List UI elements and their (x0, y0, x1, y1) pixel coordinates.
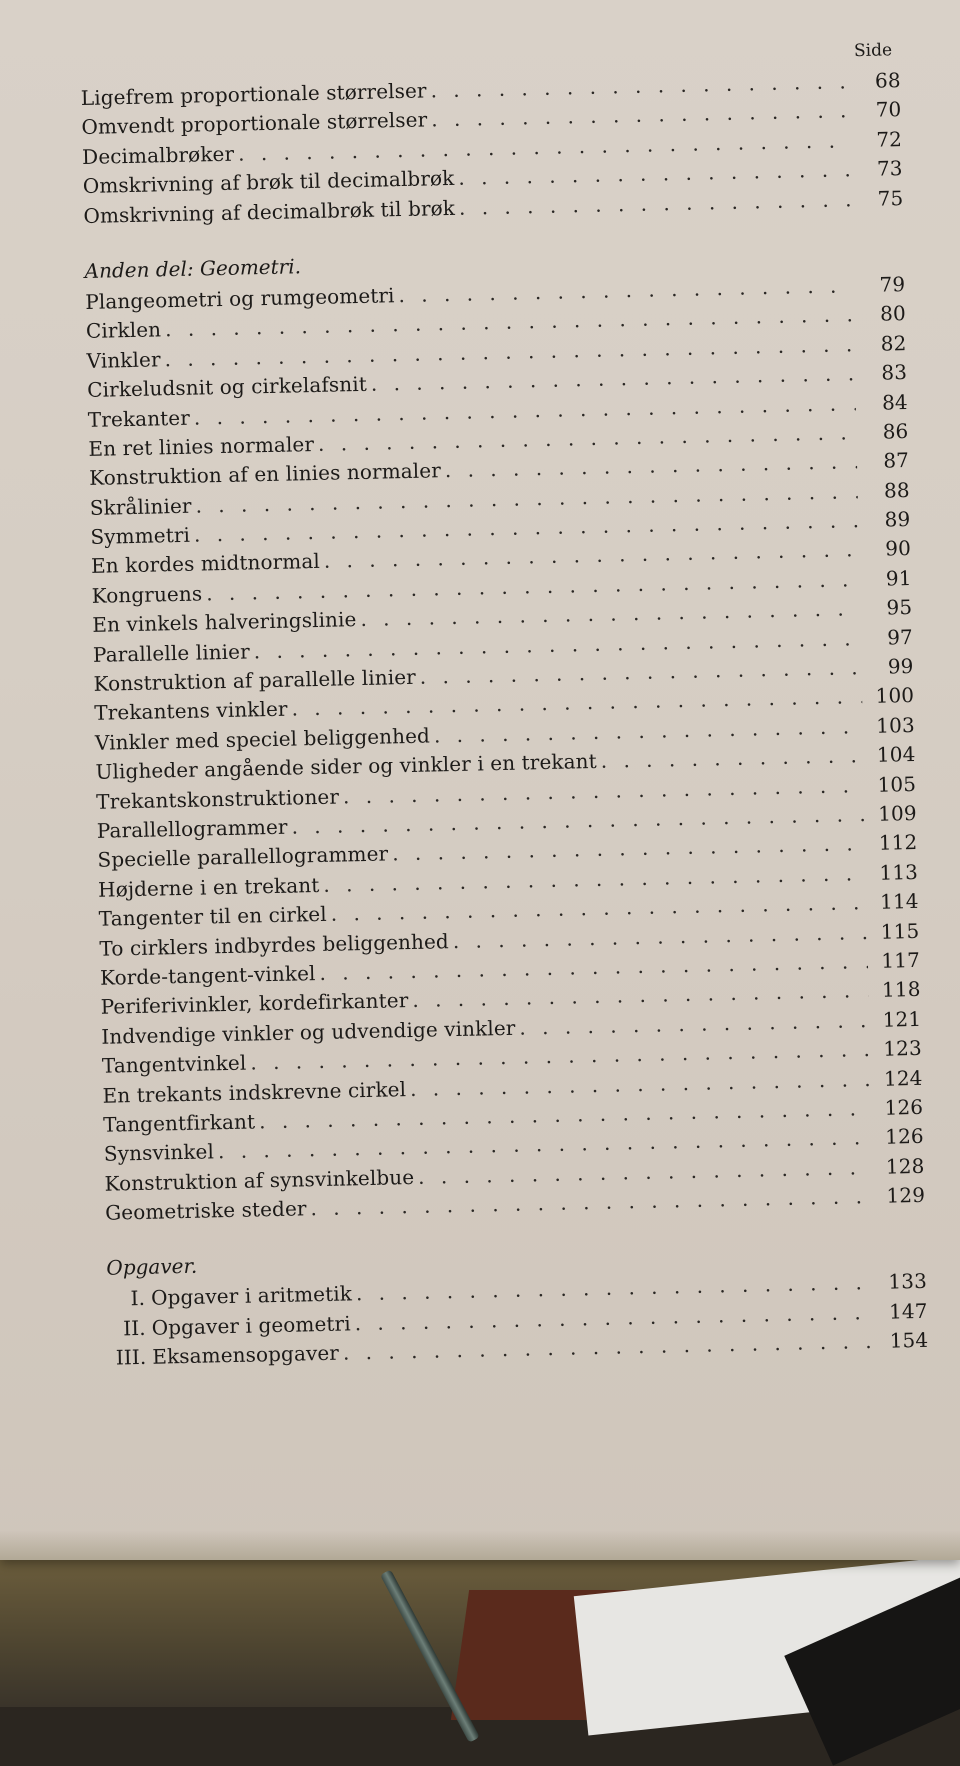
entry-title: Opgaver i aritmetik (150, 1281, 353, 1311)
entry-page-number: 104 (876, 742, 916, 767)
entry-title: Parallellogrammer (96, 814, 288, 843)
entry-page-number: 128 (885, 1153, 925, 1179)
entry-title: Decimalbrøker (81, 141, 235, 169)
entry-page-number: 121 (882, 1006, 922, 1032)
entry-page-number: 97 (886, 624, 914, 650)
entry-number: III. (115, 1345, 147, 1370)
entry-page-number: 126 (884, 1124, 924, 1149)
entry-title: Vinkler med speciel beliggenhed (94, 723, 431, 755)
entry-title: Omvendt proportionale størrelser (81, 107, 428, 140)
entry-title: Symmetri (90, 522, 191, 549)
exercises-list (107, 1269, 929, 1375)
entry-title: Konstruktion af en linies normaler (88, 458, 442, 491)
dot-leader (430, 69, 849, 102)
entry-page-number: 80 (879, 301, 907, 326)
entry-title: Trekantskonstruktioner (95, 784, 340, 814)
entry-title: Skrålinier (89, 493, 192, 520)
entry-title: Kongruens (91, 581, 203, 608)
entry-title: Periferivinkler, kordefirkanter (100, 988, 409, 1020)
entry-page-number: 99 (887, 653, 914, 679)
table-of-contents (80, 40, 929, 1375)
entry-page-number: 68 (874, 68, 901, 93)
entry-title: Synsvinkel (103, 1139, 215, 1167)
section-heading-exercises: Opgaver. (106, 1254, 198, 1281)
entry-page-number: 88 (883, 477, 910, 503)
entry-title: Plangeometri og rumgeometri (85, 283, 395, 314)
entry-page-number: 113 (879, 859, 919, 885)
entry-title: Indvendige vinkler og udvendige vinkler (101, 1015, 516, 1049)
entry-page-number: 75 (877, 185, 904, 211)
entry-title: En ret linies normaler (88, 431, 315, 461)
entry-title: Uligheder angående sider og vinkler i en trekant (95, 749, 597, 785)
entry-page-number: 95 (886, 595, 913, 620)
entry-page-number: 87 (883, 448, 910, 473)
entry-title: Korde-tangent-vinkel (99, 961, 316, 990)
entry-page-number: 90 (884, 536, 912, 562)
entry-title: Trekantens vinkler (94, 697, 288, 726)
entry-number: II. (122, 1315, 146, 1341)
entry-page-number: 114 (879, 889, 919, 914)
entry-title: Tangenter til en cirkel (98, 901, 327, 931)
entry-page-number: 105 (877, 771, 917, 797)
entry-title: Cirklen (85, 317, 162, 344)
entry-title: To cirklers indbyrdes beliggenhed (99, 928, 450, 961)
entry-page-number: 82 (880, 330, 907, 356)
entry-title: En kordes midtnormal (90, 549, 321, 579)
entry-page-number: 100 (875, 683, 915, 709)
entry-title: Parallelle linier (92, 639, 250, 667)
page-column-header: Side (853, 40, 893, 62)
entry-page-number: 118 (881, 977, 921, 1003)
entry-page-number: 129 (886, 1182, 926, 1208)
entry-title: Trekanter (87, 405, 191, 432)
entry-title: Specielle parallellogrammer (97, 841, 389, 873)
entry-page-number: 89 (884, 507, 911, 532)
entry-title: Konstruktion af parallelle linier (93, 664, 417, 696)
section-heading-geometry: Anden del: Geometri. (84, 254, 302, 283)
entry-title: Cirkeludsnit og cirkelafsnit (86, 371, 368, 403)
entry-title: Vinkler (86, 347, 161, 373)
entry-title: En trekants indskrevne cirkel (102, 1076, 407, 1108)
dot-leader (600, 743, 863, 773)
entry-title: En vinkels halveringslinie (92, 607, 357, 638)
entry-page-number: 83 (881, 360, 908, 385)
entry-title: Tangentfirkant (103, 1109, 256, 1137)
entry-page-number: 103 (876, 712, 916, 738)
entry-page-number: 86 (882, 418, 909, 444)
entry-page-number: 91 (885, 565, 912, 591)
part2-list (85, 272, 925, 1230)
entry-page-number: 124 (883, 1065, 923, 1091)
entry-title: Omskrivning af decimalbrøk til brøk (83, 195, 456, 228)
entry-title: Højderne i en trekant (97, 872, 320, 902)
entry-page-number: 109 (877, 800, 917, 826)
entry-title: Geometriske steder (104, 1196, 307, 1225)
entry-title: Eksamensopgaver (152, 1340, 340, 1369)
part1-list (81, 68, 904, 233)
entry-title: Omskrivning af brøk til decimalbrøk (82, 166, 455, 199)
entry-page-number: 70 (875, 97, 902, 123)
entry-page-number: 117 (881, 947, 921, 973)
entry-page-number: 147 (888, 1298, 928, 1324)
entry-number: I. (130, 1286, 146, 1311)
entry-page-number: 154 (889, 1328, 929, 1353)
entry-page-number: 73 (876, 156, 903, 181)
entry-title: Opgaver i geometri (151, 1311, 351, 1340)
entry-page-number: 133 (888, 1269, 928, 1295)
entry-title: Tangentvinkel (101, 1050, 247, 1078)
entry-page-number: 115 (880, 918, 920, 944)
entry-page-number: 72 (876, 126, 903, 152)
entry-page-number: 79 (879, 272, 906, 297)
entry-title: Konstruktion af synsvinkelbue (104, 1164, 415, 1196)
entry-page-number: 123 (883, 1035, 923, 1061)
entry-page-number: 84 (881, 389, 908, 415)
entry-title: Ligefrem proportionale størrelser (80, 78, 427, 110)
entry-page-number: 126 (884, 1094, 924, 1120)
entry-page-number: 112 (878, 830, 918, 856)
